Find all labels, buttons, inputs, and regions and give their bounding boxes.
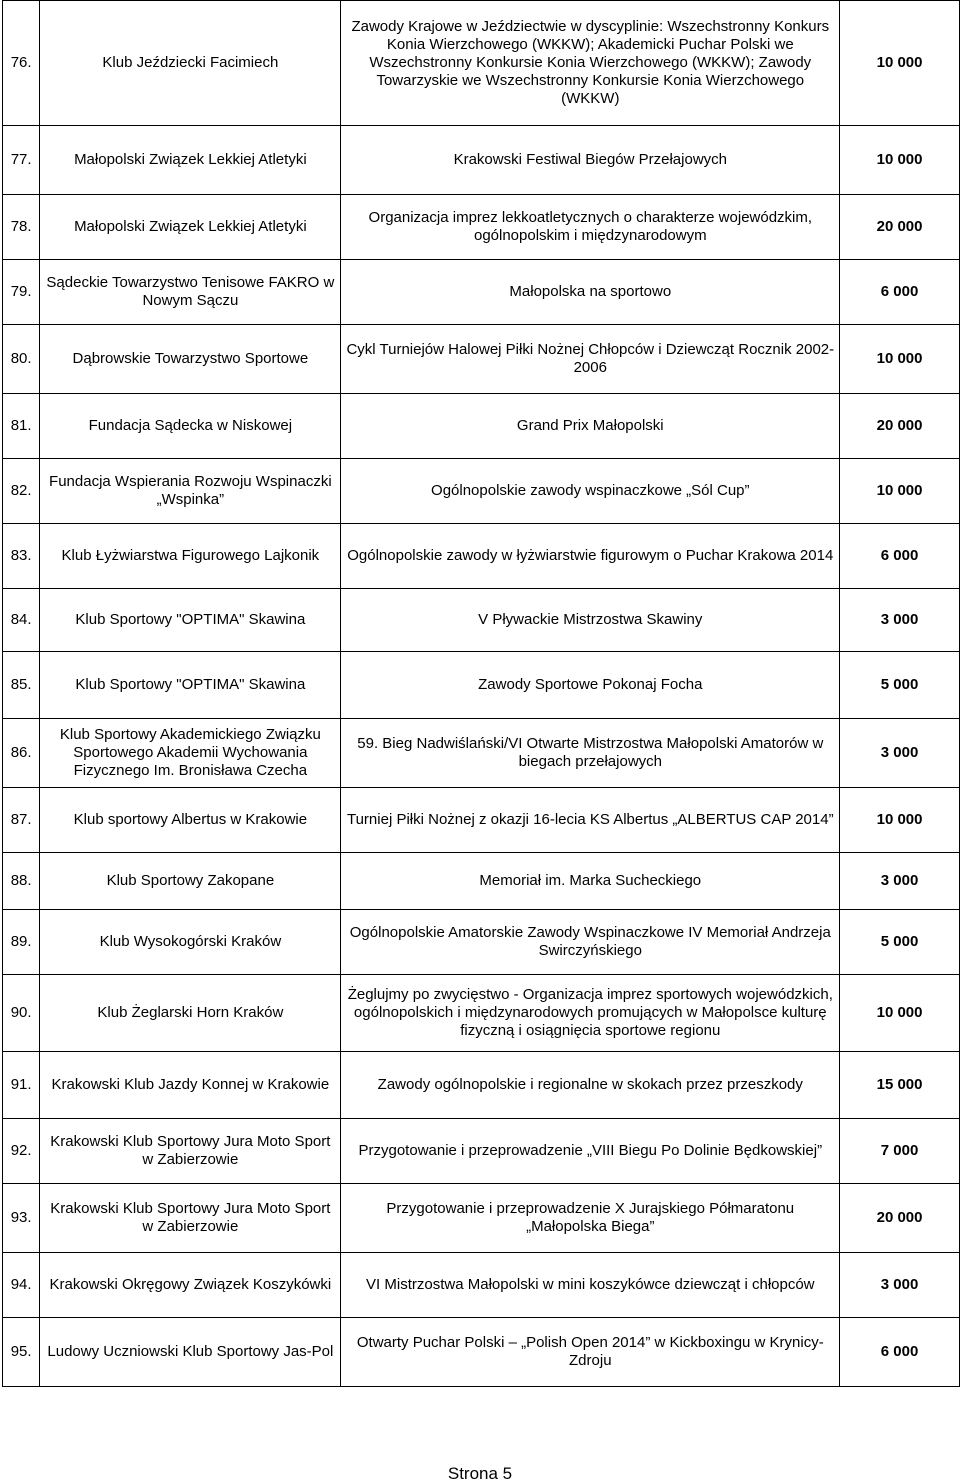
row-number: 82. xyxy=(3,459,40,524)
row-number: 86. xyxy=(3,719,40,788)
organization-name: Małopolski Związek Lekkiej Atletyki xyxy=(40,126,341,195)
row-number: 95. xyxy=(3,1318,40,1387)
row-number: 83. xyxy=(3,524,40,589)
organization-name: Dąbrowskie Towarzystwo Sportowe xyxy=(40,325,341,394)
event-description: Przygotowanie i przeprowadzenie X Jurajskiego Półmaratonu „Małopolska Biega” xyxy=(341,1184,840,1253)
table-row xyxy=(3,1318,960,1387)
grant-amount: 10 000 xyxy=(840,975,960,1052)
organization-name: Krakowski Klub Jazdy Konnej w Krakowie xyxy=(40,1052,341,1119)
event-description: Organizacja imprez lekkoatletycznych o charakterze wojewódzkim, ogólnopolskim i międzynarodowym xyxy=(341,195,840,260)
table-row xyxy=(3,394,960,459)
table-row xyxy=(3,719,960,788)
row-number: 81. xyxy=(3,394,40,459)
organization-name: Klub Sportowy Zakopane xyxy=(40,853,341,910)
row-number: 87. xyxy=(3,788,40,853)
table-row xyxy=(3,1253,960,1318)
table-row xyxy=(3,260,960,325)
grant-amount: 10 000 xyxy=(840,1,960,126)
row-number: 78. xyxy=(3,195,40,260)
event-description: 59. Bieg Nadwiślański/VI Otwarte Mistrzostwa Małopolski Amatorów w biegach przełajowych xyxy=(341,719,840,788)
organization-name: Klub Sportowy Akademickiego Związku Sportowego Akademii Wychowania Fizycznego Im. Bronisława Czecha xyxy=(40,719,341,788)
organization-name: Klub sportowy Albertus w Krakowie xyxy=(40,788,341,853)
row-number: 90. xyxy=(3,975,40,1052)
event-description: VI Mistrzostwa Małopolski w mini koszykówce dziewcząt i chłopców xyxy=(341,1253,840,1318)
table-row xyxy=(3,788,960,853)
event-description: Turniej Piłki Nożnej z okazji 16-lecia KS Albertus „ALBERTUS CAP 2014” xyxy=(341,788,840,853)
table-row xyxy=(3,652,960,719)
organization-name: Klub Jeździecki Facimiech xyxy=(40,1,341,126)
row-number: 84. xyxy=(3,589,40,652)
organization-name: Fundacja Sądecka w Niskowej xyxy=(40,394,341,459)
event-description: Ogólnopolskie zawody wspinaczkowe „Sól Cup” xyxy=(341,459,840,524)
grant-amount: 15 000 xyxy=(840,1052,960,1119)
organization-name: Krakowski Klub Sportowy Jura Moto Sport w Zabierzowie xyxy=(40,1184,341,1253)
organization-name: Klub Wysokogórski Kraków xyxy=(40,910,341,975)
row-number: 76. xyxy=(3,1,40,126)
organization-name: Klub Żeglarski Horn Kraków xyxy=(40,975,341,1052)
grant-amount: 10 000 xyxy=(840,126,960,195)
event-description: Zawody Sportowe Pokonaj Focha xyxy=(341,652,840,719)
event-description: Żeglujmy po zwycięstwo - Organizacja imprez sportowych wojewódzkich, ogólnopolskich i międzynarodowych promujących w Małopolsce kulturę fizyczną i osiągnięcia sportowe regionu xyxy=(341,975,840,1052)
row-number: 79. xyxy=(3,260,40,325)
grant-amount: 3 000 xyxy=(840,853,960,910)
table-row xyxy=(3,524,960,589)
event-description: Grand Prix Małopolski xyxy=(341,394,840,459)
table-row xyxy=(3,325,960,394)
grant-amount: 6 000 xyxy=(840,1318,960,1387)
event-description: Zawody Krajowe w Jeździectwie w dyscyplinie: Wszechstronny Konkurs Konia Wierzchowego (WKKW); Akademicki Puchar Polski we Wszechstronny Konkursie Konia Wierzchowego (WKKW); Zawody Towarzyskie we Wszechstronny Konkursie Konia Wierzchowego (WKKW) xyxy=(341,1,840,126)
grant-amount: 5 000 xyxy=(840,652,960,719)
grant-amount: 3 000 xyxy=(840,589,960,652)
grant-amount: 20 000 xyxy=(840,1184,960,1253)
organization-name: Sądeckie Towarzystwo Tenisowe FAKRO w Nowym Sączu xyxy=(40,260,341,325)
row-number: 94. xyxy=(3,1253,40,1318)
organization-name: Klub Łyżwiarstwa Figurowego Lajkonik xyxy=(40,524,341,589)
event-description: Zawody ogólnopolskie i regionalne w skokach przez przeszkody xyxy=(341,1052,840,1119)
table-row xyxy=(3,1052,960,1119)
grant-amount: 20 000 xyxy=(840,394,960,459)
organization-name: Fundacja Wspierania Rozwoju Wspinaczki „Wspinka” xyxy=(40,459,341,524)
page-number-label: Strona 5 xyxy=(447,1464,513,1483)
table-row xyxy=(3,459,960,524)
organization-name: Krakowski Klub Sportowy Jura Moto Sport w Zabierzowie xyxy=(40,1119,341,1184)
table-row xyxy=(3,1119,960,1184)
row-number: 77. xyxy=(3,126,40,195)
table-row xyxy=(3,126,960,195)
organization-name: Klub Sportowy "OPTIMA" Skawina xyxy=(40,652,341,719)
grant-amount: 5 000 xyxy=(840,910,960,975)
row-number: 89. xyxy=(3,910,40,975)
table-row xyxy=(3,1184,960,1253)
table-row xyxy=(3,853,960,910)
event-description: Cykl Turniejów Halowej Piłki Nożnej Chłopców i Dziewcząt Rocznik 2002-2006 xyxy=(341,325,840,394)
row-number: 80. xyxy=(3,325,40,394)
grant-amount: 10 000 xyxy=(840,325,960,394)
grant-amount: 3 000 xyxy=(840,1253,960,1318)
organization-name: Krakowski Okręgowy Związek Koszykówki xyxy=(40,1253,341,1318)
organization-name: Klub Sportowy "OPTIMA" Skawina xyxy=(40,589,341,652)
row-number: 85. xyxy=(3,652,40,719)
grants-table xyxy=(2,0,960,1387)
grant-amount: 10 000 xyxy=(840,788,960,853)
table-row xyxy=(3,195,960,260)
table-row xyxy=(3,1,960,126)
grant-amount: 6 000 xyxy=(840,260,960,325)
grant-amount: 7 000 xyxy=(840,1119,960,1184)
grant-amount: 10 000 xyxy=(840,459,960,524)
grant-amount: 3 000 xyxy=(840,719,960,788)
table-row xyxy=(3,975,960,1052)
event-description: Ogólnopolskie Amatorskie Zawody Wspinaczkowe IV Memoriał Andrzeja Swirczyńskiego xyxy=(341,910,840,975)
grant-amount: 6 000 xyxy=(840,524,960,589)
event-description: V Pływackie Mistrzostwa Skawiny xyxy=(341,589,840,652)
table-row xyxy=(3,910,960,975)
event-description: Małopolska na sportowo xyxy=(341,260,840,325)
event-description: Krakowski Festiwal Biegów Przełajowych xyxy=(341,126,840,195)
row-number: 92. xyxy=(3,1119,40,1184)
event-description: Otwarty Puchar Polski – „Polish Open 2014” w Kickboxingu w Krynicy-Zdroju xyxy=(341,1318,840,1387)
event-description: Ogólnopolskie zawody w łyżwiarstwie figurowym o Puchar Krakowa 2014 xyxy=(341,524,840,589)
organization-name: Ludowy Uczniowski Klub Sportowy Jas-Pol xyxy=(40,1318,341,1387)
event-description: Przygotowanie i przeprowadzenie „VIII Biegu Po Dolinie Będkowskiej” xyxy=(341,1119,840,1184)
row-number: 88. xyxy=(3,853,40,910)
row-number: 91. xyxy=(3,1052,40,1119)
event-description: Memoriał im. Marka Sucheckiego xyxy=(341,853,840,910)
organization-name: Małopolski Związek Lekkiej Atletyki xyxy=(40,195,341,260)
table-row xyxy=(3,589,960,652)
grant-amount: 20 000 xyxy=(840,195,960,260)
page-footer xyxy=(0,1464,960,1484)
row-number: 93. xyxy=(3,1184,40,1253)
